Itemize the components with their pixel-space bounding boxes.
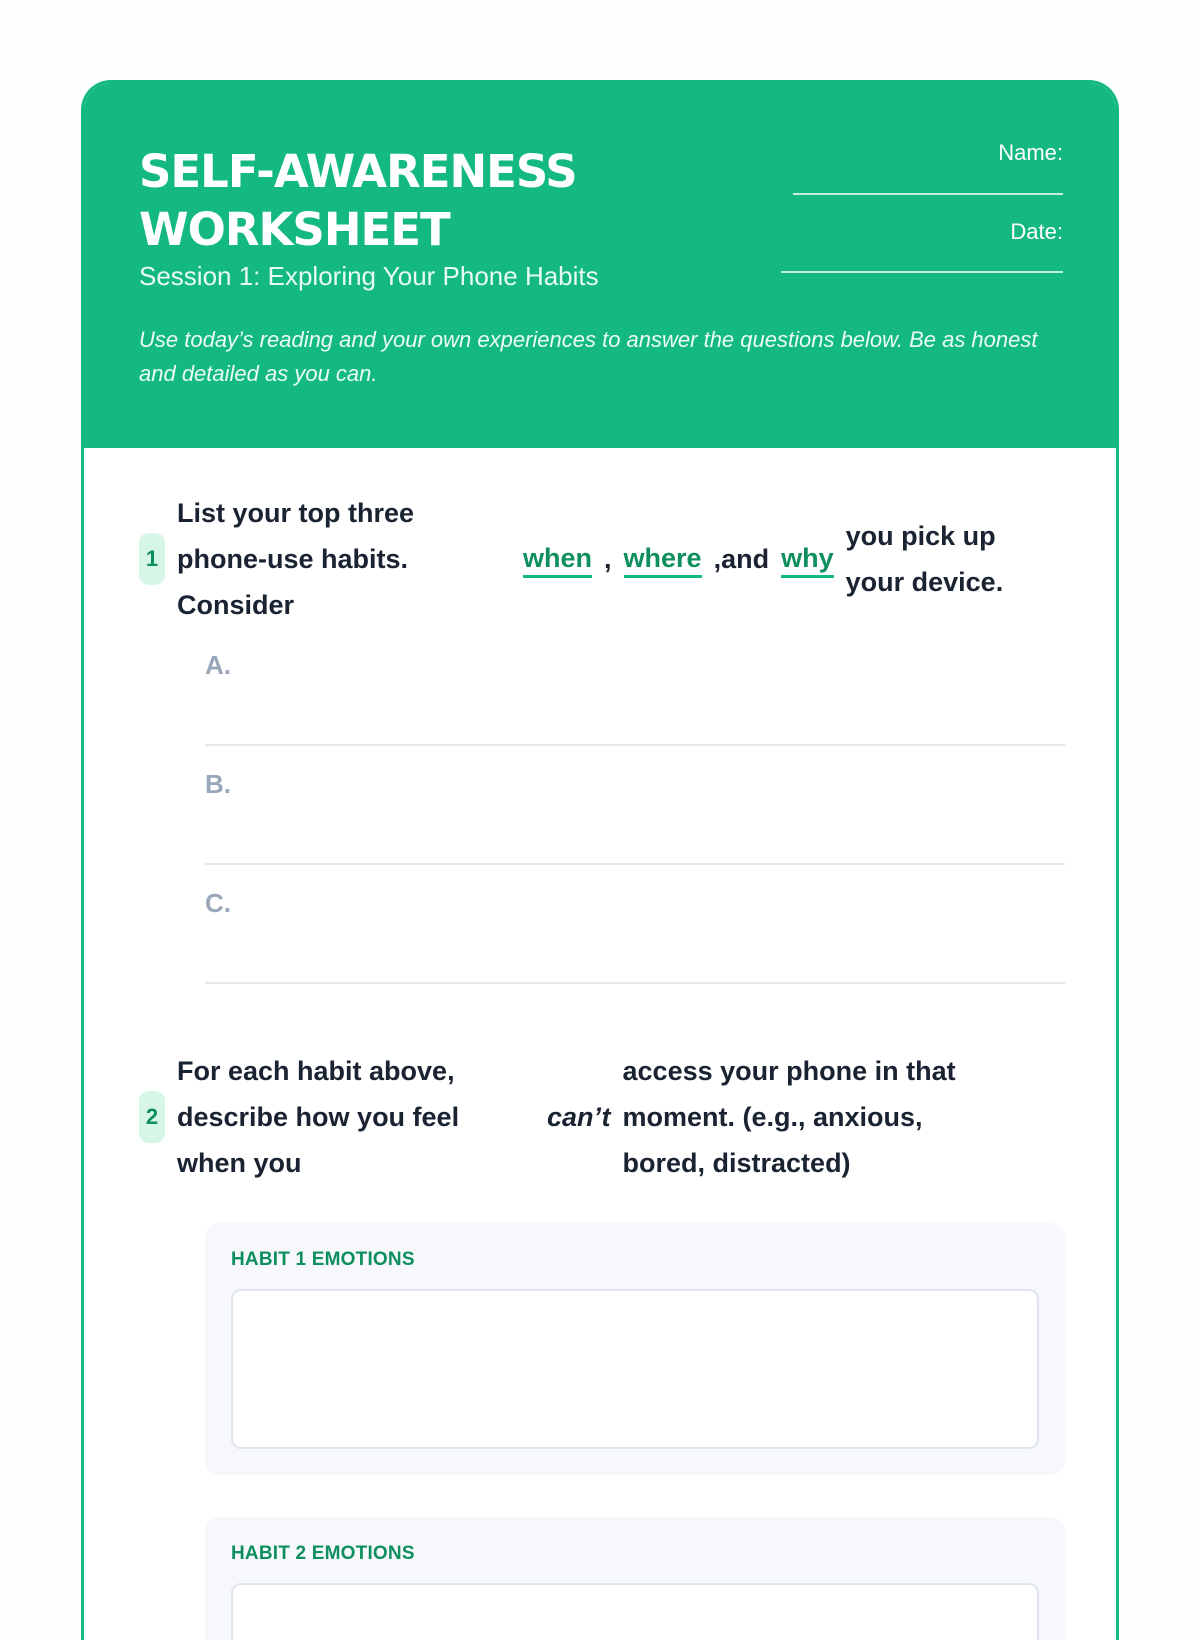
question-number-badge: 1	[139, 533, 165, 585]
name-label: Name:	[998, 140, 1063, 165]
answer-letter: C.	[205, 888, 231, 918]
habit-2-emotions-input[interactable]	[231, 1583, 1039, 1640]
question-text-end: you pick up your device.	[845, 521, 1004, 597]
keyword-where: where	[624, 541, 702, 578]
question-1	[139, 490, 1064, 628]
emotion-box-label: HABIT 1 EMOTIONS	[231, 1249, 415, 1270]
emotion-box-habit-2	[205, 1517, 1065, 1640]
question-number-badge: 2	[139, 1091, 165, 1143]
worksheet-header	[84, 83, 1116, 448]
answer-line-c[interactable]	[205, 866, 1065, 984]
habit-1-emotions-input[interactable]	[231, 1289, 1039, 1449]
worksheet-title: SELF-AWARENESS WORKSHEET	[139, 145, 577, 256]
answer-line-b[interactable]	[205, 747, 1065, 865]
worksheet-instructions: Use today’s reading and your own experiences to answer the questions below. Be as honest and detailed as you can.	[139, 327, 1038, 386]
question-emphasis: can’t	[547, 1102, 611, 1132]
keyword-why: why	[781, 541, 834, 578]
worksheet-subtitle: Session 1: Exploring Your Phone Habits	[139, 261, 599, 291]
answer-line-a[interactable]	[205, 628, 1065, 746]
question-text-start: For each habit above, describe how you feel when you	[177, 1056, 460, 1178]
separator: ,	[713, 544, 722, 574]
separator-and: and	[721, 544, 770, 574]
question-text-end: access your phone in that moment. (e.g., anxious, bored, distracted)	[622, 1056, 956, 1178]
question-2	[139, 1048, 1064, 1186]
emotion-box-habit-1	[205, 1223, 1065, 1475]
answer-letter: A.	[205, 650, 231, 680]
emotion-box-label: HABIT 2 EMOTIONS	[231, 1543, 415, 1564]
worksheet	[81, 80, 1119, 1640]
separator: ,	[604, 544, 612, 574]
keyword-when: when	[523, 541, 592, 578]
name-field[interactable]	[793, 193, 1063, 195]
date-label: Date:	[1010, 219, 1063, 244]
answer-letter: B.	[205, 769, 231, 799]
date-field[interactable]	[781, 271, 1063, 273]
question-text-start: List your top three phone-use habits. Consider	[177, 498, 415, 620]
